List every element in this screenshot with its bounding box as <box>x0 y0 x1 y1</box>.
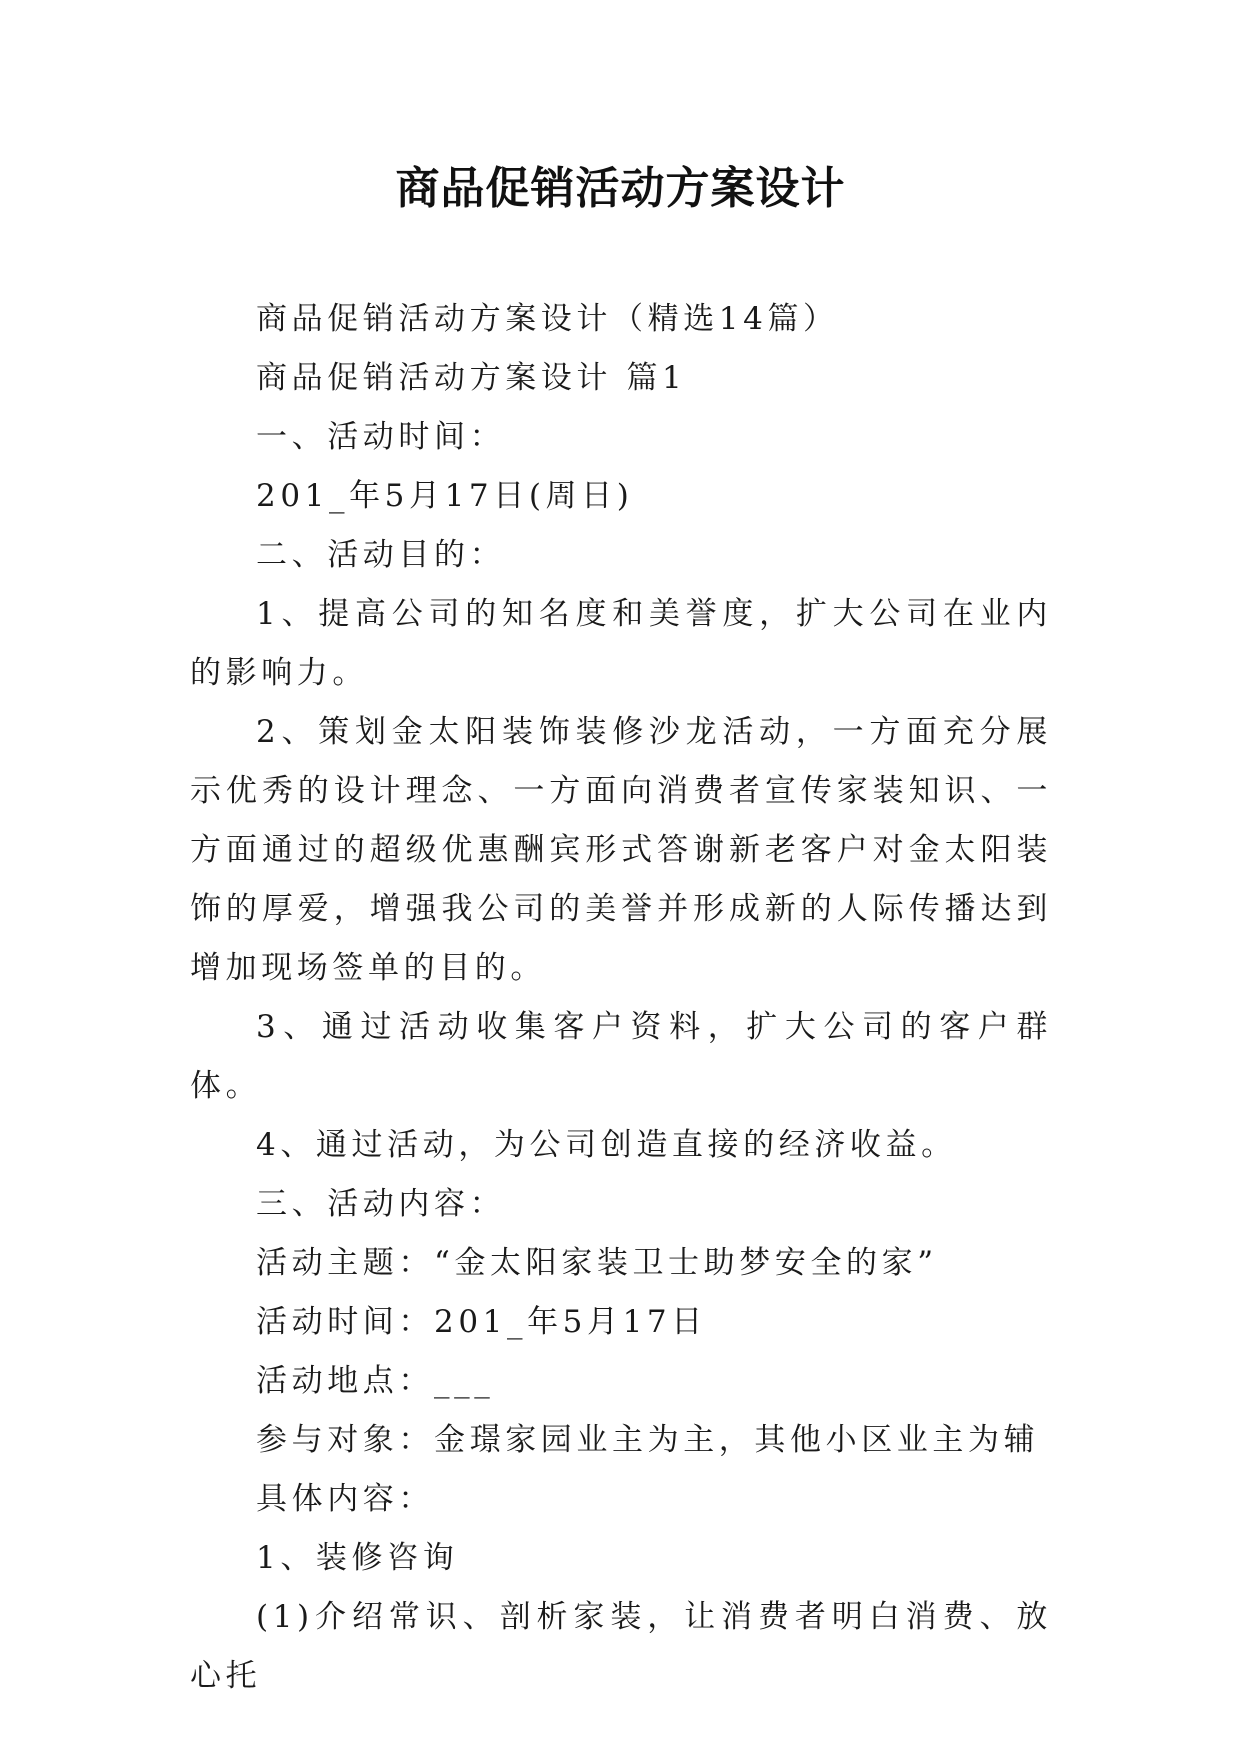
paragraph: 具体内容： <box>256 1481 434 1517</box>
paragraph: 1、提高公司的知名度和美誉度，扩大公司在业内的影响力。 <box>190 596 1052 691</box>
paragraph: (1)介绍常识、剖析家装，让消费者明白消费、放心托 <box>190 1599 1052 1694</box>
paragraph: 二、活动目的： <box>256 537 506 573</box>
paragraph: 三、活动内容： <box>256 1186 506 1222</box>
paragraph: 1、装修咨询 <box>256 1540 459 1576</box>
paragraph: 活动主题：“金太阳家装卫士助梦安全的家” <box>256 1245 938 1281</box>
paragraph: 商品促销活动方案设计 篇1 <box>256 360 687 396</box>
document-title: 商品促销活动方案设计 <box>395 163 846 214</box>
paragraph: 活动地点：___ <box>256 1363 495 1399</box>
paragraph: 201_年5月17日(周日) <box>256 478 634 514</box>
document-body <box>190 290 1052 1706</box>
paragraph: 活动时间：201_年5月17日 <box>256 1304 707 1340</box>
paragraph: 一、活动时间： <box>256 419 506 455</box>
paragraph: 3、通过活动收集客户资料，扩大公司的客户群体。 <box>190 1009 1052 1104</box>
paragraph: 参与对象：金璟家园业主为主，其他小区业主为辅 <box>256 1422 1040 1458</box>
paragraph: 商品促销活动方案设计（精选14篇） <box>256 301 839 337</box>
paragraph: 4、通过活动，为公司创造直接的经济收益。 <box>256 1127 957 1163</box>
paragraph: 2、策划金太阳装饰装修沙龙活动，一方面充分展示优秀的设计理念、一方面向消费者宣传家装知识、一方面通过的超级优惠酬宾形式答谢新老客户对金太阳装饰的厚爱，增强我公司的美誉并形成新的人际传播达到增加现场签单的目的。 <box>190 714 1052 986</box>
